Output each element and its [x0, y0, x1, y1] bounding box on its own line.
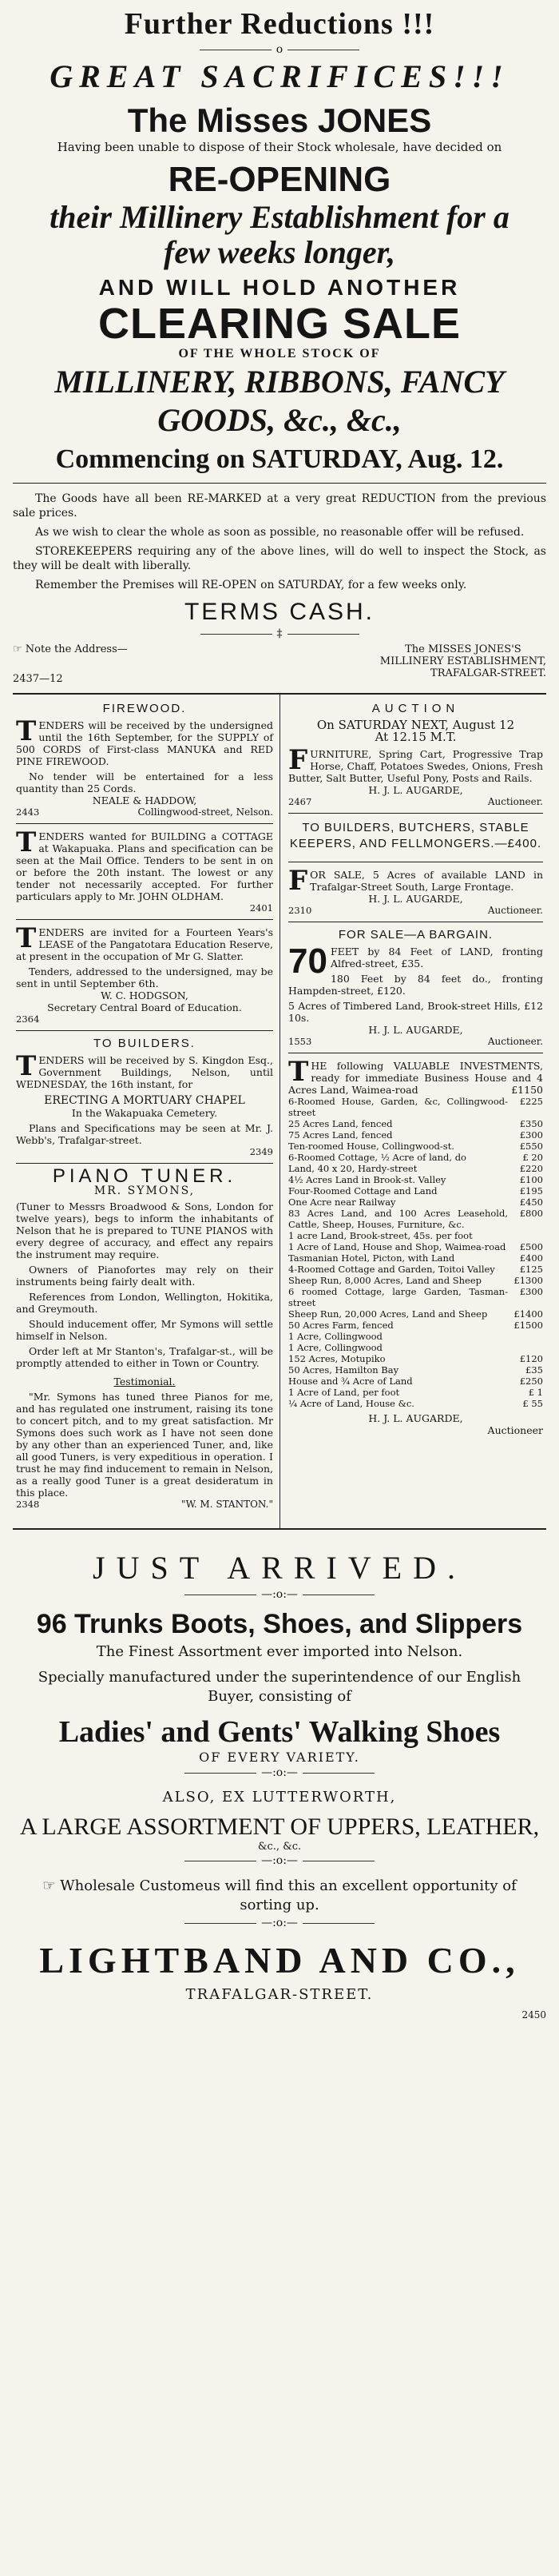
bargain-ad: FOR SALE—A BARGAIN. 70 FEET by 84 Feet of LAND, fronting Alfred-street, £35. 180 Feet by 84 feet do., fronting Hampden-street, £120. 5 Acres of Timbered Land, Brook-street Hills, £12 10s. H. J. L. AUGARDE, 1553 Auctioneer. — [288, 929, 543, 1053]
left-column — [13, 695, 280, 1528]
investment-row — [288, 1096, 543, 1118]
ex-lutterworth: ALSO, EX LUTTERWORTH, — [162, 1789, 397, 1806]
investment-row — [288, 1230, 543, 1241]
trafalgar-street: TRAFALGAR-STREET. — [185, 1986, 374, 2003]
investment-row — [288, 1185, 543, 1196]
clearing-sale-heading: CLEARING SALE — [97, 300, 462, 348]
goods-line-1: MILLINERY, RIBBONS, FANCY — [54, 364, 505, 400]
ornament-divider: ‡ — [13, 627, 546, 640]
goods-line-2: GOODS, &c., &c., — [157, 402, 402, 438]
investment-price: £250 — [519, 1376, 543, 1387]
investment-price: £ 1 — [528, 1387, 543, 1398]
investment-row — [288, 1264, 543, 1275]
investment-label: 50 Acres, Hamilton Bay — [288, 1364, 399, 1376]
investment-label: Tasmanian Hotel, Picton, with Land — [288, 1252, 455, 1264]
jones-advertisement — [13, 6, 546, 685]
investment-label: ¼ Acre of Land, House &c. — [288, 1398, 414, 1409]
ad-ref-number: 2437—12 — [13, 673, 63, 685]
investment-price: £ 55 — [522, 1398, 543, 1409]
investments-ad: THE following VALUABLE INVESTMENTS, ready for immediate Business House and 4 Acres Land, Waimea-road £1150 6-Roomed House, Garden, &c, Collingwood-street £225 25 Acres Land, fenced £350 75 Acres Land, fenced £300 Ten-roomed House, Collingwood-st. £550 6-Roomed Cottage, ½ Acre of land, do £ 20 Land, 40 x 20, Hardy-street £220 4½ Acres Land in Brook-st. Valley £100 Four-Roomed Cottage and Land £195 One Acre near Railway £450 83 Acres Land, and 100 Acres Leasehold, Cattle, Sheep, Houses, Furniture, &c. £800 1 acre Land, Brook-street, 45s. per foot 1 Acre of Land, House and Shop, Waimea-road £500 Tasmanian Hotel, Picton, with Land £400 4-Roomed Cottage and Garden, Toitoi Valley £125 Sheep Run, 8,000 Acres, Land and Sheep £1300 6 roomed Cottage, large Garden, Tasman-street £300 Sheep Run, 20,000 Acres, Land and Sheep £1400 50 Acres Farm, fenced £1500 1 Acre, Collingwood 1 Acre, Collingwood 152 Acres, Motupiko £120 50 Acres, Hamilton Bay £35 House and ¾ Acre of Land £250 1 Acre of Land, per foot £ 1 ¼ Acre of Land, House &c. £ 55 H. J. L. AUGARDE, Auctioneer — [288, 1056, 543, 1436]
firewood-ad: FIREWOOD. TENDERS will be received by the undersigned until the 16th September, for the SUPPLY of 500 CORDS of First-class MANUKA and RED PINE FIREWOOD. No tender will be entertained for a less quantity than 25 Cords. NEALE & HADDOW, 2443 Collingwood-street, Nelson. — [16, 703, 273, 824]
investment-row — [288, 1174, 543, 1185]
pointing-hand-icon: ☞ — [13, 643, 22, 655]
investment-price: £195 — [519, 1185, 543, 1196]
investment-label: 1 Acre of Land, House and Shop, Waimea-road — [288, 1241, 506, 1252]
investment-label: Land, 40 x 20, Hardy-street — [288, 1163, 418, 1174]
commencing-date: Commencing on SATURDAY, Aug. 12. — [55, 444, 504, 474]
ad-body — [13, 492, 546, 592]
investment-row — [288, 1387, 543, 1398]
investment-row — [288, 1275, 543, 1286]
investment-label: Sheep Run, 8,000 Acres, Land and Sheep — [288, 1275, 482, 1286]
investment-price — [508, 1342, 543, 1353]
headline-great-sacrifices: GREAT SACRIFICES!!! — [50, 58, 509, 94]
terms-cash: TERMS CASH. — [184, 599, 375, 625]
investment-row — [288, 1320, 543, 1331]
ornament-divider: —:o:— — [13, 1854, 546, 1867]
investment-label: 1 acre Land, Brook-street, 45s. per foot — [288, 1230, 473, 1241]
trunks-heading: 96 Trunks Boots, Shoes, and Slippers — [36, 1609, 523, 1639]
investment-price — [508, 1331, 543, 1342]
investment-label: 4½ Acres Land in Brook-st. Valley — [288, 1174, 446, 1185]
investment-label: 1 Acre, Collingwood — [288, 1342, 383, 1353]
investment-price: £225 — [519, 1096, 543, 1107]
investment-row — [288, 1252, 543, 1264]
ad-ref-number: 2450 — [521, 2009, 546, 2021]
lightband-name: LIGHTBAND AND CO., — [39, 1940, 520, 1981]
uppers-leather-heading: A LARGE ASSORTMENT OF UPPERS, LEATHER, — [19, 1814, 540, 1840]
pointing-hand-icon: ☞ — [42, 1877, 56, 1894]
investment-price — [508, 1230, 543, 1241]
investment-row — [288, 1163, 543, 1174]
investment-price: £800 — [519, 1208, 543, 1219]
investment-row — [288, 1196, 543, 1208]
investment-row — [288, 1286, 543, 1308]
headline-further-reductions: Further Reductions !!! — [124, 7, 435, 41]
investment-price: £450 — [519, 1196, 543, 1208]
investment-label: 83 Acres Land, and 100 Acres Leasehold, Cattle, Sheep, Houses, Furniture, &c. — [288, 1208, 508, 1230]
to-builders-butchers-ad: TO BUILDERS, BUTCHERS, STABLE KEEPERS, AND FELLMONGERS.—£400. — [288, 820, 543, 862]
lightband-advertisement: JUST ARRIVED. —:o:— 96 Trunks Boots, Shoes, and Slippers The Finest Assortment ever imported into Nelson. Specially manufactured under the superintendence of our English Buyer, consisting of Ladies' and Gents' Walking Shoes OF EVERY VARIETY. —:o:— ALSO, EX LUTTERWORTH, A LARGE ASSORTMENT OF UPPERS, LEATHER, &c., &c. —:o:— ☞ Wholesale Customeus will find this an excellent opportunity of sorting up. —:o:— LIGHTBAND AND CO., TRAFALGAR-STREET. 2450 — [13, 1549, 546, 2021]
finest-assortment: The Finest Assortment ever imported into Nelson. — [96, 1643, 463, 1660]
investment-label: Ten-roomed House, Collingwood-st. — [288, 1141, 454, 1152]
investment-price: £300 — [519, 1129, 543, 1141]
investment-label: 152 Acres, Motupiko — [288, 1353, 386, 1364]
investment-label: Sheep Run, 20,000 Acres, Land and Sheep — [288, 1308, 488, 1320]
auction-ad: AUCTION On SATURDAY NEXT, August 12 At 12.15 M.T. FURNITURE, Spring Cart, Progressive Trap Horse, Chaff, Potatoes Swedes, Onions, Fresh Butter, Salt Butter, Useful Pony, Posts and Rails. H. J. L. AUGARDE, 2467 Auctioneer. — [288, 703, 543, 814]
investment-label: 1 Acre of Land, per foot — [288, 1387, 400, 1398]
investment-row — [288, 1152, 543, 1163]
ornament-divider: —:o:— — [13, 1766, 546, 1779]
investment-label: 6-Roomed House, Garden, &c, Collingwood-street — [288, 1096, 508, 1118]
investment-row — [288, 1241, 543, 1252]
piano-tuner-ad: PIANO TUNER. MR. SYMONS, (Tuner to Messrs Broadwood & Sons, London for twelve years), begs to inform the inhabitants of Nelson that he is prepared to TUNE PIANOS with every degree of accuracy, and effect any repairs the instrument may require. Owners of Pianofortes may rely on their instruments being fairly dealt with. References from London, Wellington, Hokitika, and Greymouth. Should inducement offer, Mr Symons will settle himself in Nelson. Order left at Mr Stanton's, Trafalgar-st., will be promptly attended to either in Town or Country. Testimonial. "Mr. Symons has tuned three Pianos for me, and has regulated one instrument, raising its tone to concert pitch, and to my great satisfaction. Mr Symons does such work as I have not seen done by any other than an experienced Tuner, and, like all good Tuners, is very expeditious in operation. I trust he may find inducement to remain in Nelson, as a really good Tuner is a great desideratum in this place. 2348 "W. M. STANTON." — [16, 1165, 273, 1510]
whole-stock-text: OF THE WHOLE STOCK OF — [178, 347, 381, 360]
investment-price: £125 — [519, 1264, 543, 1275]
wholesale-notice: ☞ Wholesale Customeus will find this an excellent opportunity of sorting up. — [42, 1877, 517, 1913]
investment-row — [288, 1353, 543, 1364]
specially-manufactured: Specially manufactured under the superintendence of our English Buyer, consisting of — [38, 1669, 521, 1705]
investment-row — [288, 1331, 543, 1342]
investment-row — [288, 1398, 543, 1409]
ornament-divider: —:o:— — [13, 1917, 546, 1929]
advertiser-name: The Misses JONES — [127, 102, 432, 139]
address-lines: The MISSES JONES'S MILLINERY ESTABLISHMENT, TRAFALGAR-STREET. — [379, 643, 546, 679]
investment-label: 6-Roomed Cottage, ½ Acre of land, do — [288, 1152, 466, 1163]
hold-another-heading: AND WILL HOLD ANOTHER — [98, 275, 461, 300]
divider — [13, 483, 546, 484]
investment-price: £1500 — [513, 1320, 543, 1331]
right-column — [280, 695, 546, 1528]
investment-row — [288, 1129, 543, 1141]
investment-label: House and ¾ Acre of Land — [288, 1376, 413, 1387]
investment-label: Four-Roomed Cottage and Land — [288, 1185, 438, 1196]
note-address: ☞ Note the Address— 2437—12 — [13, 643, 128, 685]
investment-price: £ 20 — [522, 1152, 543, 1163]
address-block — [13, 643, 546, 685]
investment-price: £350 — [519, 1118, 543, 1129]
investment-row — [288, 1342, 543, 1353]
investment-price: £1400 — [513, 1308, 543, 1320]
investment-row — [288, 1364, 543, 1376]
investment-price: £1300 — [513, 1275, 543, 1286]
investment-price: £220 — [519, 1163, 543, 1174]
investment-label: 50 Acres Farm, fenced — [288, 1320, 394, 1331]
just-arrived-heading: JUST ARRIVED. — [93, 1550, 466, 1586]
investment-row — [288, 1118, 543, 1129]
investment-row — [288, 1308, 543, 1320]
intro-text: Having been unable to dispose of their Stock wholesale, have decided on — [57, 140, 502, 154]
paragraph-storekeepers: STOREKEEPERS requiring any of the above lines, will do well to inspect the Stock, as they will be dealt with liberally. — [13, 545, 546, 572]
signer: NEALE & HADDOW, — [92, 794, 197, 806]
piano-heading: PIANO TUNER. — [52, 1165, 237, 1187]
investment-row — [288, 1208, 543, 1230]
walking-shoes-heading: Ladies' and Gents' Walking Shoes — [58, 1715, 501, 1749]
paragraph-remarked: The Goods have all been RE-MARKED at a very great REDUCTION from the previous sale prices. — [13, 492, 546, 520]
firewood-heading: FIREWOOD. — [102, 702, 187, 715]
for-sale-land-ad: FOR SALE, 5 Acres of available LAND in Trafalgar-Street South, Large Frontage. H. J. L. AUGARDE, 2310 Auctioneer. — [288, 869, 543, 922]
paragraph-clear: As we wish to clear the whole as soon as possible, no reasonable offer will be refused. — [35, 526, 525, 539]
millinery-line-2: few weeks longer, — [164, 234, 395, 270]
investment-label: 1 Acre, Collingwood — [288, 1331, 383, 1342]
investment-price: £500 — [519, 1241, 543, 1252]
investments-table — [288, 1096, 543, 1409]
ornament-divider: —:o:— — [13, 1588, 546, 1601]
investment-price: £35 — [525, 1364, 543, 1376]
investment-price: £120 — [519, 1353, 543, 1364]
investment-price: £400 — [519, 1252, 543, 1264]
ornament-divider: o — [13, 43, 546, 56]
investment-label: 25 Acres Land, fenced — [288, 1118, 393, 1129]
millinery-line-1: their Millinery Establishment for a — [50, 199, 509, 235]
investment-price: £100 — [519, 1174, 543, 1185]
every-variety: OF EVERY VARIETY. — [199, 1750, 360, 1765]
investment-label: 6 roomed Cottage, large Garden, Tasman-street — [288, 1286, 508, 1308]
investment-price: £550 — [519, 1141, 543, 1152]
investment-price: £300 — [519, 1286, 543, 1297]
paragraph-reopen: Remember the Premises will RE-OPEN on SATURDAY, for a few weeks only. — [35, 579, 467, 591]
investment-row — [288, 1376, 543, 1387]
classified-columns — [13, 693, 546, 1530]
investment-label: 4-Roomed Cottage and Garden, Toitoi Valley — [288, 1264, 495, 1275]
lease-ad: TENDERS are invited for a Fourteen Years's LEASE of the Pangatotara Education Reserve, at present in the occupation of Mr G. Slatter. Tenders, addressed to the undersigned, may be sent in until September 6th. W. C. HODGSON, Secretary Central Board of Education. 2364 — [16, 926, 273, 1031]
reopening-heading: RE-OPENING — [168, 160, 391, 199]
cottage-ad: TENDERS wanted for BUILDING a COTTAGE at Wakapuaka. Plans and specification can be seen at the Mail Office. Tenders to be sent in on or before the 20th instant. The lowest or any tender not necessarily accepted. For further particulars apply to Mr. JOHN OLDHAM. 2401 — [16, 830, 273, 920]
investment-row — [288, 1141, 543, 1152]
investment-label: One Acre near Railway — [288, 1196, 396, 1208]
builders-ad: TO BUILDERS. TENDERS will be received by S. Kingdon Esq., Government Buildings, Nelson, until WEDNESDAY, the 16th instant, for ERECTING A MORTUARY CHAPEL In the Wakapuaka Cemetery. Plans and Specifications may be seen at Mr. J. Webb's, Trafalgar-street. 2349 — [16, 1037, 273, 1164]
investment-label: 75 Acres Land, fenced — [288, 1129, 393, 1141]
